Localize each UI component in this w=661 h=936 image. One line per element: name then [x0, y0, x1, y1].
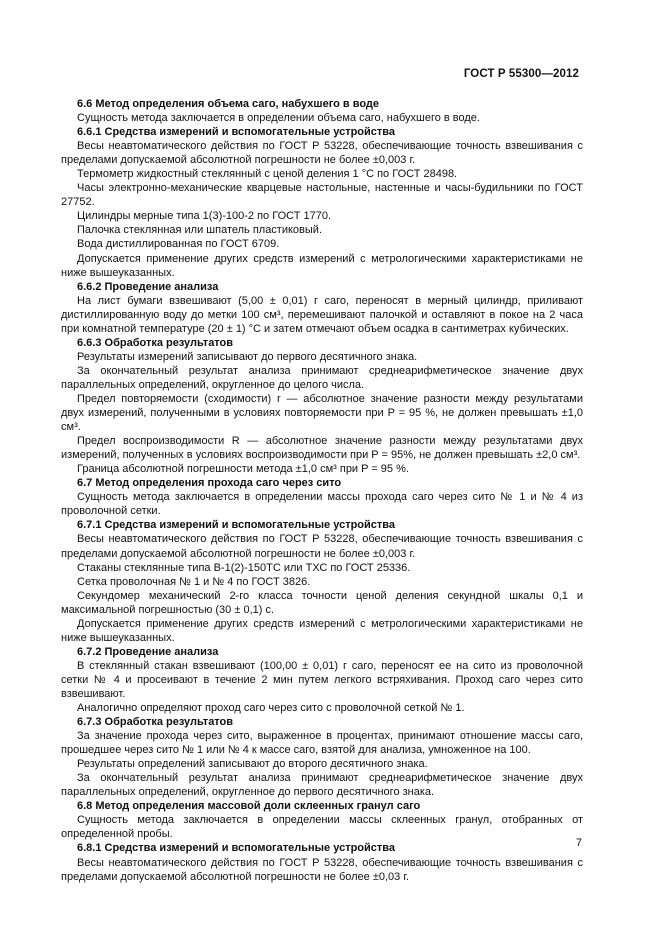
section-heading: 6.6.1 Средства измерений и вспомогательные устройства	[77, 126, 396, 139]
paragraph: Аналогично определяют проход саго через сито с проволочной сеткой № 1.	[77, 702, 465, 715]
document-code-header: ГОСТ Р 55300—2012	[463, 68, 579, 80]
section-heading: 6.6.3 Обработка результатов	[77, 336, 234, 349]
paragraph: Весы неавтоматического действия по ГОСТ Р 53228, обеспечивающие точность взвешивания с пределами допускаемой абсолютной погрешности не более ±0,003 г.	[61, 140, 583, 167]
paragraph: За окончательный результат анализа принимают среднеарифметическое значение двух параллельных определений, округленное до первого десятичного знака.	[61, 772, 583, 799]
page-number: 7	[575, 837, 582, 849]
section-heading: 6.7.3 Обработка результатов	[77, 716, 234, 729]
paragraph: Результаты определений записывают до второго десятичного знака.	[77, 758, 428, 771]
paragraph: На лист бумаги взвешивают (5,00 ± 0,01) г саго, переносят в мерный цилиндр, приливают дистиллированную воду до метки 100 см³, перемешивают палочкой и оставляют в покое на 2 часа при комнатной температуре (20 ± 1) °С и затем отмечают объем осадка в сантиметрах кубических.	[61, 294, 583, 335]
document-body	[61, 97, 583, 884]
section-heading: 6.8.1 Средства измерений и вспомогательные устройства	[77, 842, 396, 855]
paragraph: Стаканы стеклянные типа В-1(2)-150ТС или ТХС по ГОСТ 25336.	[77, 561, 411, 574]
paragraph: Сетка проволочная № 1 и № 4 по ГОСТ 3826.	[77, 575, 311, 588]
section-heading: 6.6.2 Проведение анализа	[77, 280, 219, 293]
paragraph: Палочка стеклянная или шпатель пластиковый.	[77, 224, 322, 237]
paragraph: Предел воспроизводимости R — абсолютное значение разности между результатами двух измерений, полученных в условиях воспроизводимости при P = 95%, не должен превышать ±2,0 см³.	[61, 435, 583, 462]
paragraph: Сущность метода заключается в определении массы прохода саго через сито № 1 и № 4 из проволочной сетки.	[61, 491, 583, 518]
paragraph: Сущность метода заключается в определении объема саго, набухшего в воде.	[77, 112, 480, 125]
paragraph: Термометр жидкостный стеклянный с ценой деления 1 °С по ГОСТ 28498.	[77, 168, 458, 181]
paragraph: Цилиндры мерные типа 1(3)-100-2 по ГОСТ 1770.	[77, 210, 332, 223]
paragraph: Граница абсолютной погрешности метода ±1,0 см³ при P = 95 %.	[77, 463, 409, 476]
paragraph: Секундомер механический 2-го класса точности ценой деления секундной шкалы 0,1 и максимальной погрешностью (30 ± 0,1) с.	[61, 589, 583, 616]
paragraph: Допускается применение других средств измерений с метрологическими характеристиками не ниже вышеуказанных.	[61, 252, 583, 279]
paragraph: За значение прохода через сито, выраженное в процентах, принимают отношение массы саго, прошедшее через сито № 1 или № 4 к массе саго, взятой для анализа, умноженное на 100.	[61, 730, 583, 757]
paragraph: Весы неавтоматического действия по ГОСТ Р 53228, обеспечивающие точность взвешивания с пределами допускаемой абсолютной погрешности не более ±0,003 г.	[61, 533, 583, 560]
paragraph: Часы электронно-механические кварцевые настольные, настенные и часы-будильники по ГОСТ 27752.	[61, 182, 583, 209]
paragraph: Вода дистиллированная по ГОСТ 6709.	[77, 238, 280, 251]
section-heading: 6.7.1 Средства измерений и вспомогательные устройства	[77, 519, 396, 532]
paragraph: Сущность метода заключается в определении массы склеенных гранул, отобранных от определенной пробы.	[61, 814, 583, 841]
paragraph: Допускается применение других средств измерений с метрологическими характеристиками не ниже вышеуказанных.	[61, 617, 583, 644]
paragraph: За окончательный результат анализа принимают среднеарифметическое значение двух параллельных определений, округленное до целого числа.	[61, 364, 583, 391]
paragraph: Предел повторяемости (сходимости) r — абсолютное значение разности между результатами двух измерений, полученными в условиях повторяемости при P = 95 %, не должен превышать ±1,0 см³.	[61, 392, 583, 434]
paragraph: Весы неавтоматического действия по ГОСТ Р 53228, обеспечивающие точность взвешивания с пределами допускаемой абсолютной погрешности не более ±0,03 г.	[61, 856, 583, 883]
paragraph: Результаты измерений записывают до первого десятичного знака.	[77, 350, 418, 363]
section-heading: 6.8 Метод определения массовой доли склеенных гранул саго	[77, 800, 421, 813]
section-heading: 6.7 Метод определения прохода саго через сито	[77, 477, 342, 490]
section-heading: 6.7.2 Проведение анализа	[77, 645, 219, 658]
section-heading: 6.6 Метод определения объема саго, набухшего в воде	[77, 98, 380, 110]
paragraph: В стеклянный стакан взвешивают (100,00 ± 0,01) г саго, переносят ее на сито из проволочной сетки № 4 и просеивают в течение 2 мин путем легкого встряхивания. Проход саго через сито взвешивают.	[61, 659, 583, 700]
